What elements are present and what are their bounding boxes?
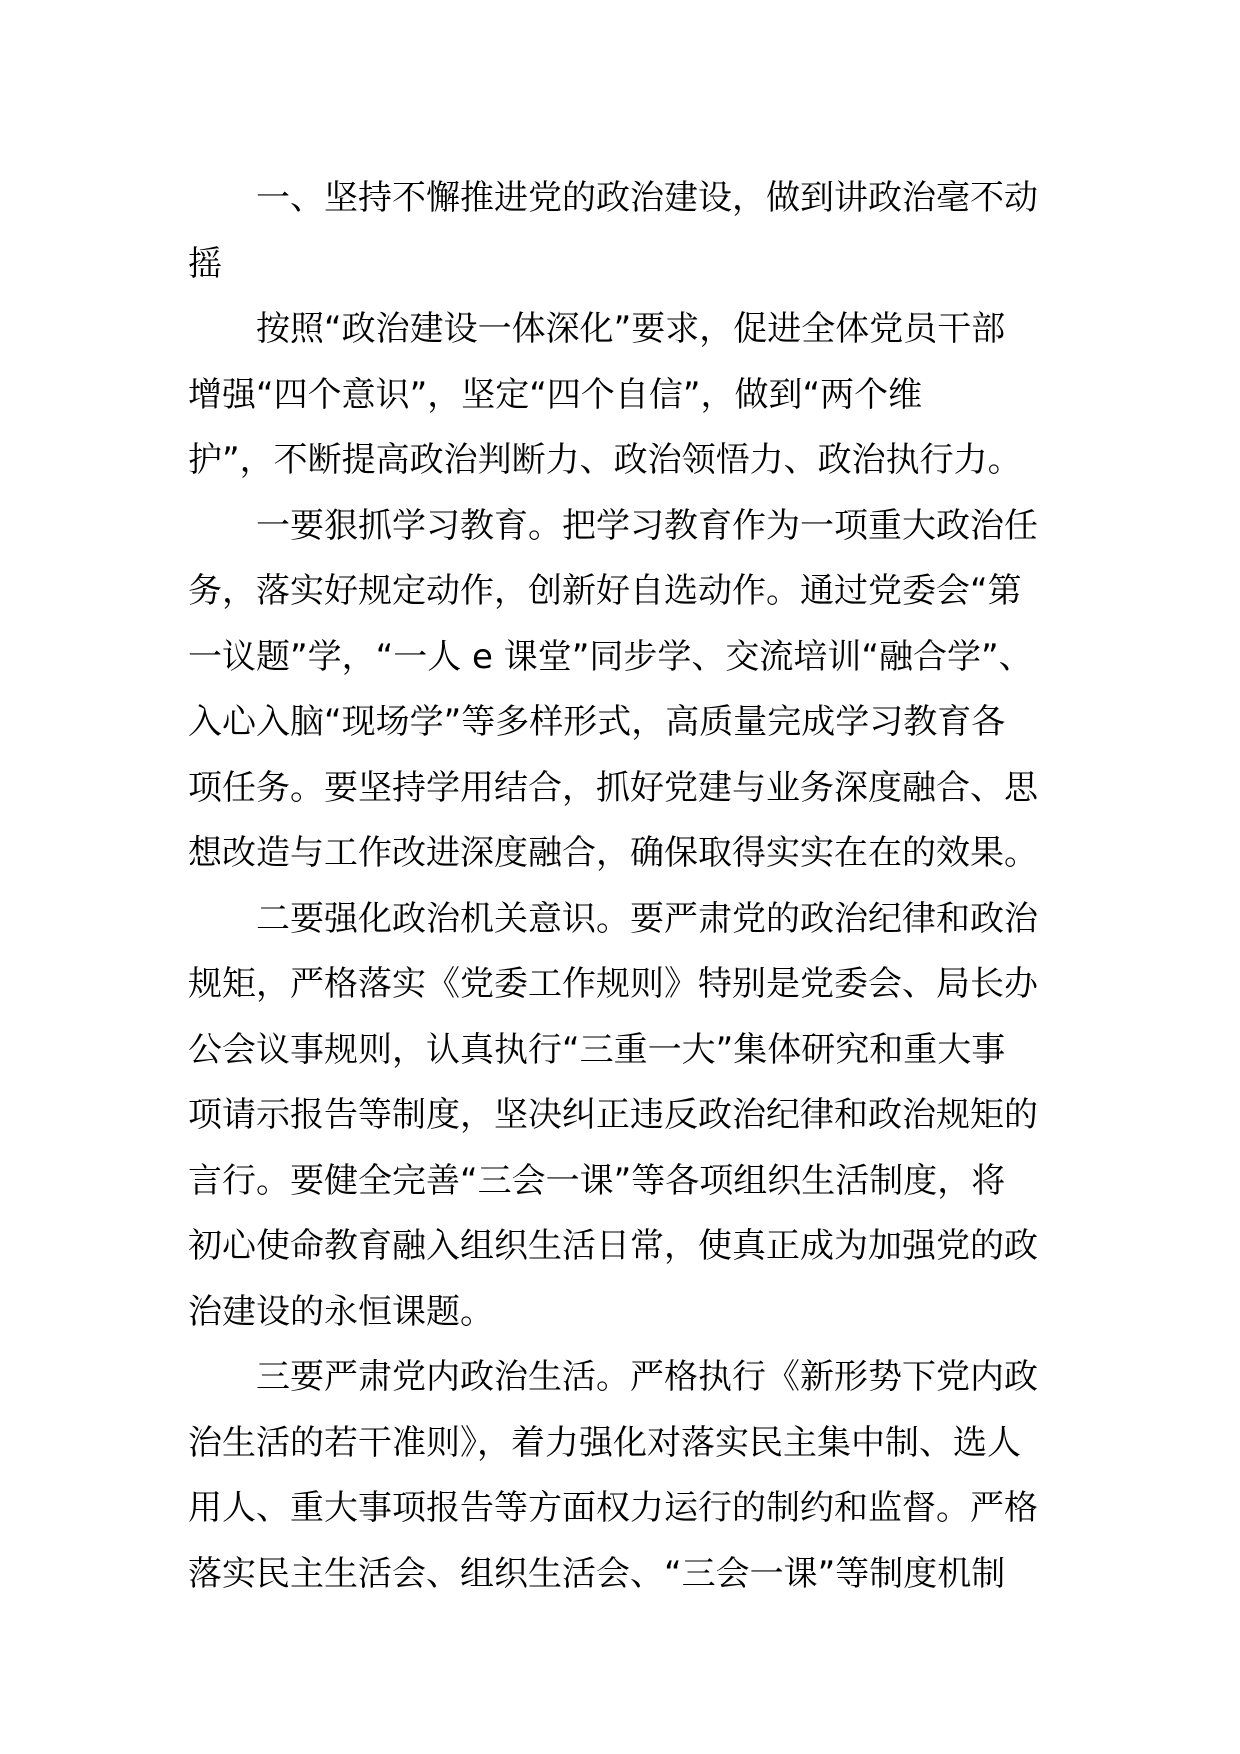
paragraph-line: 规矩，严格落实《党委工作规则》特别是党委会、局长办 bbox=[188, 964, 1038, 1004]
paragraph-line: 按照“政治建设一体深化”要求，促进全体党员干部 bbox=[256, 309, 1006, 349]
paragraph-line: 治生活的若干准则》，着力强化对落实民主集中制、选人 bbox=[188, 1422, 1021, 1463]
paragraph-line: 言行。要健全完善“三会一课”等各项组织生活制度，将 bbox=[188, 1160, 1006, 1201]
paragraph-line: 三要严肃党内政治生活。严格执行《新形势下党内政 bbox=[256, 1357, 1038, 1397]
paragraph-line: 想改造与工作改进深度融合，确保取得实实在在的效果。 bbox=[188, 833, 1038, 873]
paragraph-line: 公会议事规则，认真执行“三重一大”集体研究和重大事 bbox=[188, 1029, 1006, 1070]
paragraph-line: 护”，不断提高政治判断力、政治领悟力、政治执行力。 bbox=[188, 440, 1022, 480]
paragraph-line: 一议题”学，“一人 e 课堂”同步学、交流培训“融合学”、 bbox=[188, 636, 1033, 677]
document-body bbox=[188, 166, 1070, 1607]
paragraph-line: 增强“四个意识”，坚定“四个自信”，做到“两个维 bbox=[188, 374, 923, 415]
paragraph-line: 落实民主生活会、组织生活会、“三会一课”等制度机制 bbox=[188, 1553, 1006, 1594]
paragraph-line: 项请示报告等制度，坚决纠正违反政治纪律和政治规矩的 bbox=[188, 1095, 1038, 1135]
paragraph-line: 用人、重大事项报告等方面权力运行的制约和监督。严格 bbox=[188, 1488, 1038, 1528]
section-heading-line: 一、坚持不懈推进党的政治建设，做到讲政治毫不动 bbox=[256, 178, 1038, 218]
paragraph-line: 务，落实好规定动作，创新好自选动作。通过党委会“第 bbox=[188, 571, 1022, 611]
paragraph-line: 二要强化政治机关意识。要严肃党的政治纪律和政治 bbox=[256, 898, 1038, 939]
paragraph-line: 入心入脑“现场学”等多样形式，高质量完成学习教育各 bbox=[188, 702, 1006, 742]
paragraph-line: 项任务。要坚持学用结合，抓好党建与业务深度融合、思 bbox=[188, 767, 1038, 808]
paragraph-line: 一要狠抓学习教育。把学习教育作为一项重大政治任 bbox=[256, 505, 1038, 546]
paragraph-line: 初心使命教育融入组织生活日常，使真正成为加强党的政 bbox=[188, 1226, 1038, 1266]
section-heading-line: 摇 bbox=[188, 243, 222, 284]
paragraph-line: 治建设的永恒课题。 bbox=[188, 1291, 494, 1332]
